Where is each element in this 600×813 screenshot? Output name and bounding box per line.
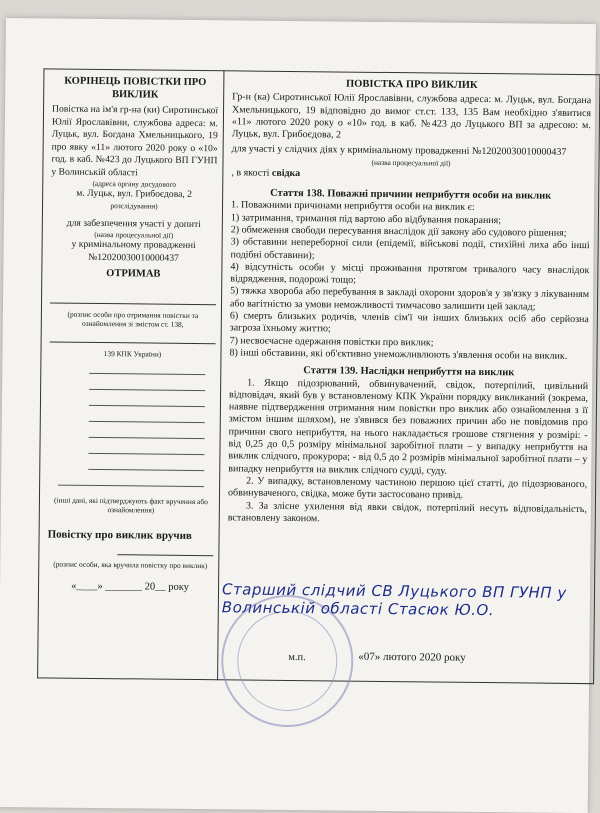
article-139-title: Стаття 139. Наслідки неприбуття на виклик [303, 365, 515, 379]
article-138-item: 6) смерть близьких родичів, членів сім'ї чи інших близьких осіб або серйозна загроза їхньому життю; [229, 310, 589, 335]
counterfoil-date: «____» _______ 20__ року [71, 580, 190, 593]
deliverer-signature-line [117, 542, 213, 556]
role-value: свідка [271, 167, 301, 179]
receiver-signature-caption-2: 139 КПК України) [103, 348, 162, 359]
article-138-item: 2) обмеження свободи пересування внаслідок дії закону або судового рішення; [230, 224, 567, 239]
procedure-caption: (назва процесуальної дії) [371, 157, 451, 168]
article-139-item: 1. Якщо підозрюваний, обвинувачений, свідок, потерпілий, цивільний відповідач, який був у встановленому КПК України порядку викликаний (зокрема, наявне підтвердження отримання ним повістки про виклик або ознайомлення з її змістом іншим шляхом), не з'явився без поважних причин або не повідомив про причини свого неприбуття, на нього накладається грошове стягнення у розмірі: - від 0,25 до 0,5 розміру мінімальної заробітної плати – у випадку неприбуття на виклик слідчого, прокурора; - від 0,5 до 2 розмірів мінімальної заробітної плати – у випадку неприбуття на виклик слідчого судді, суду. [228, 377, 589, 477]
blank-line [89, 361, 205, 374]
article-138-item: 4) відсутність особи у місці проживання протягом тривалого часу внаслідок відрядження, подорожі тощо; [230, 261, 590, 286]
participation-text: для участі у слідчих діях у кримінальному провадженні №12020030010000437 [231, 143, 567, 159]
investigator-signature: Старший слідчий СВ Луцького ВП ГУНП у Волинській області Стасюк Ю.О. [221, 580, 567, 620]
article-138-title: Стаття 138. Поважні причини неприбуття особи на виклик [270, 187, 552, 202]
blank-line [88, 457, 204, 470]
blank-line [58, 473, 204, 487]
blank-line [89, 393, 205, 406]
received-label: ОТРИМАВ [106, 268, 161, 280]
address-caption-2: розслідування) [110, 200, 158, 211]
blank-line [89, 377, 205, 390]
other-data-caption: (інші дані, які підтверджують факт вручення або ознайомлення) [54, 495, 208, 515]
document-sheet [0, 18, 596, 813]
receiver-signature-line [50, 290, 216, 305]
blank-line [89, 409, 205, 422]
role-prefix: , в якості [231, 167, 270, 179]
counterfoil-title: КОРІНЕЦЬ ПОВІСТКИ ПРО ВИКЛИК [64, 75, 207, 101]
article-138-item: 1. Поважними причинами неприбуття особи на виклик є: [230, 199, 475, 214]
article-139-list [228, 377, 589, 528]
procedure-caption: (назва процесуальної дії) [94, 229, 174, 240]
proceeding-number: у кримінальному провадженні №12020030010000437 [71, 238, 196, 264]
summons-intro: Гр-н (ка) Сиротинської Юлії Ярославівни, службова адреса: м. Луцьк, вул. Богдана Хмельницького, 19 відповідно до вимог ст.ст. 133, 135 Вам необхідно з'явитися «11» лютого 2020 року о «10» год. в каб. №423 до Луцького ВП за адресою: м. Луцьк, вул. Грибоєдова, 2 [231, 91, 592, 141]
address-value: м. Луцьк, вул. Грибоєдова, 2 [76, 187, 193, 200]
article-138-item: 3) обставини непереборної сили (епідемії, військові події, стихійні лиха або інші подібні обставини); [230, 236, 590, 261]
article-138-item: 5) тяжка хвороба або перебування в закладі охорони здоров'я у зв'язку з лікуванням або вагітністю за умови неможливості тимчасово залишити цей заклад; [229, 285, 590, 313]
counterfoil-section [37, 68, 224, 680]
deliverer-caption: (розпис особи, яка вручила повістку про виклик) [53, 559, 208, 570]
blank-line [88, 441, 204, 454]
article-138-item: 7) несвоєчасне одержання повістки про виклик; [229, 335, 434, 349]
stamp-place-label: м.п. [288, 651, 306, 664]
signature-date: «07» лютого 2020 року [358, 650, 466, 664]
article-138-item: 1) затримання, тримання під вартою або відбування покарання; [230, 212, 502, 226]
address-caption: (адреса органу досудового [92, 178, 177, 189]
article-139-item: 3. За злісне ухилення від явки свідок, потерпілий несуть відповідальність, встановлену законом. [227, 500, 587, 525]
receiver-signature-caption: (розпис особи про отримання повістки та ознайомлення зі змістом ст. 138, [67, 309, 199, 329]
blank-line [89, 425, 205, 438]
article-138-item: 8) інші обставини, які об'єктивно унеможливлюють з'явлення особи на виклик. [229, 347, 568, 362]
summons-title: ПОВІСТКА ПРО ВИКЛИК [345, 78, 478, 91]
article-139-item: 2. У випадку, встановленому частиною першою цієї статті, до підозрюваного, обвинуваченого, свідка, може бути застосовано привід. [227, 475, 588, 502]
article-138-list [229, 200, 590, 364]
delivered-by-label: Повістку про виклик вручив [47, 527, 192, 542]
purpose: для забезпечення участі у допиті [66, 217, 201, 230]
counterfoil-intro: Повістка на ім'я гр-на (ки) Сиротинської Юлії Ярославівни, службова адреса: м. Луцьк, вул. Богдана Хмельницького, 19 про явку «11» лютого 2020 року о «10» год. в каб. №423 до Луцького ВП ГУНП у Волинській області [51, 103, 219, 178]
receiver-signature-line-2 [50, 329, 216, 344]
